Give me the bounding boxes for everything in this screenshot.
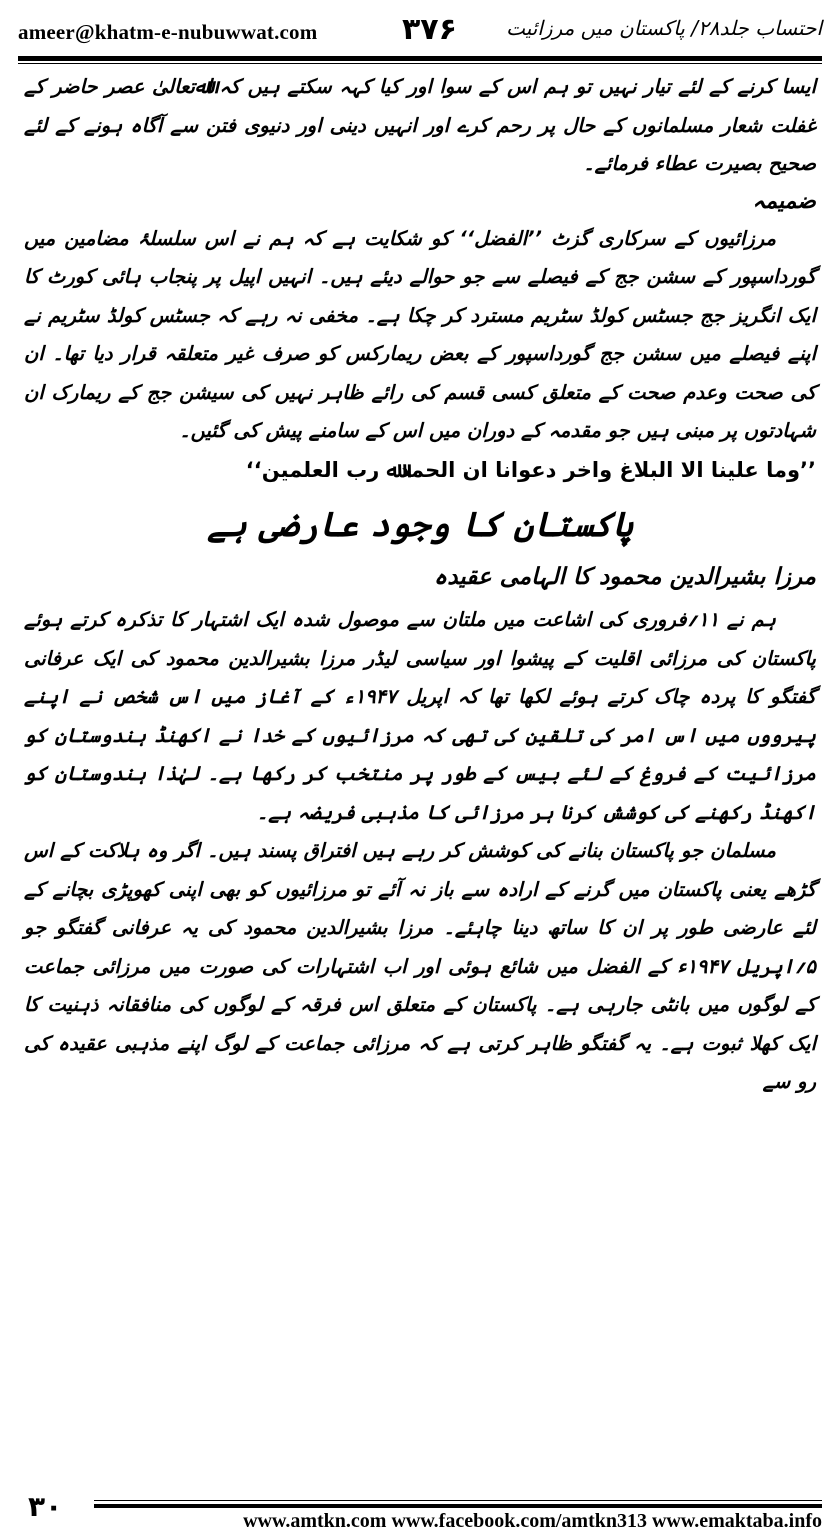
appendix-heading: ضمیمہ <box>752 188 816 214</box>
header-page-number: ۳۷۶ <box>402 12 457 47</box>
footer-rule-thick <box>94 1504 822 1508</box>
footer-rule-thin <box>94 1500 822 1501</box>
page-footer <box>18 1490 822 1534</box>
page-header <box>18 10 822 52</box>
page-body <box>24 68 816 1102</box>
paragraph-arabic-closing: ’’وما علینا الا البلاغ واخر دعوانا ان الحمدﷲ رب العلمین‘‘ <box>245 457 816 482</box>
footer-websites: www.amtkn.com www.facebook.com/amtkn313 www.emaktaba.info <box>243 1510 822 1532</box>
footer-page-number: ۳۰ <box>28 1490 63 1523</box>
paragraph-article-2: مسلمان جو پاکستان بنانے کی کوشش کر رہے ہیں افتراق پسند ہیں۔ اگر وہ ہلاکت کے اس گڑھے یعنی پاکستان میں گرنے کے ارادہ سے باز نہ آئے تو مرزائیوں کو بھی اپنی کھوپڑی بچانے کے لئے عارضی طور پر ان کا ساتھ دینا چاہئے۔ مرزا بشیرالدین محمود کی یہ عرفانی گفتگو جو ۵؍اپریل ۱۹۴۷ء کے الفضل میں شائع ہوئی اور اب اشتہارات کی صورت میں مرزائی جماعت کے لوگوں میں بانٹی جارہی ہے۔ پاکستان کے متعلق اس فرقہ کے لوگوں کی منافقانہ ذہنیت کا ایک کھلا ثبوت ہے۔ یہ گفتگو ظاہر کرتی ہے کہ مرزائی جماعت کے لوگ اپنے مذہبی عقیدہ کی رو سے <box>24 839 817 1093</box>
header-rule-thin <box>18 63 822 64</box>
article-title: پاکستان کا وجود عارضی ہے <box>207 505 633 545</box>
header-email: ameer@khatm-e-nubuwwat.com <box>18 20 318 44</box>
header-running-title: احتساب جلد۲۸/ پاکستان میں مرزائیت <box>506 16 822 40</box>
header-rule-thick <box>18 56 822 61</box>
paragraph-closing-previous: ایسا کرنے کے لئے تیار نہیں تو ہم اس کے سوا اور کیا کہہ سکتے ہیں کہ اﷲتعالیٰ عصر حاضر کے غفلت شعار مسلمانوں کے حال پر رحم کرے اور انہیں دینی اور دنیوی فتن سے آگاہ ہونے کے لئے صحیح بصیرت عطاء فرمائے۔ <box>24 75 816 175</box>
article-subtitle: مرزا بشیرالدین محمود کا الہامی عقیدہ <box>433 564 816 590</box>
paragraph-appendix: مرزائیوں کے سرکاری گزٹ ’’الفضل‘‘ کو شکایت ہے کہ ہم نے اس سلسلۂ مضامین میں گورداسپور کے سشن جج کے فیصلے سے جو حوالے دیئے ہیں۔ انہیں اپیل پر پنجاب ہائی کورٹ کا ایک انگریز جج جسٹس کولڈ سٹریم مسترد کر چکا ہے۔ مخفی نہ رہے کہ جسٹس کولڈ سٹریم نے اپنے فیصلے میں سشن جج گورداسپور کے بعض ریمارکس کو صرف غیر متعلقہ قرار دیا تھا۔ ان کی صحت وعدم صحت کے متعلق کسی قسم کی رائے ظاہر نہیں کی سیشن جج کے ریمارک ان شہادتوں پر مبنی ہیں جو مقدمہ کے دوران میں اس کے سامنے پیش کی گئیں۔ <box>24 226 816 442</box>
paragraph-article-1: ہم نے ۱۱؍فروری کی اشاعت میں ملتان سے موصول شدہ ایک اشتہار کا تذکرہ کرتے ہوئے پاکستان کی مرزائی اقلیت کے پیشوا اور سیاسی لیڈر مرزا بشیرالدین محمود کی ایک عرفانی گفتگو کا پردہ چاک کرتے ہوئے لکھا تھا کہ اپریل ۱۹۴۷ء کے آغاز میں اس شخص نے اپنے پیرووں میں اس امر کی تلقین کی تھی کہ مرزائیوں کے خدا نے اکھنڈ ہندوستان کو مرزائیت کے فروغ کے لئے بیس کے طور پر منتخب کر رکھا ہے۔ لہٰذا ہندوستان کو اکھنڈ رکھنے کی کوشش کرنا ہر مرزائی کا مذہبی فریضہ ہے۔ <box>24 608 816 824</box>
